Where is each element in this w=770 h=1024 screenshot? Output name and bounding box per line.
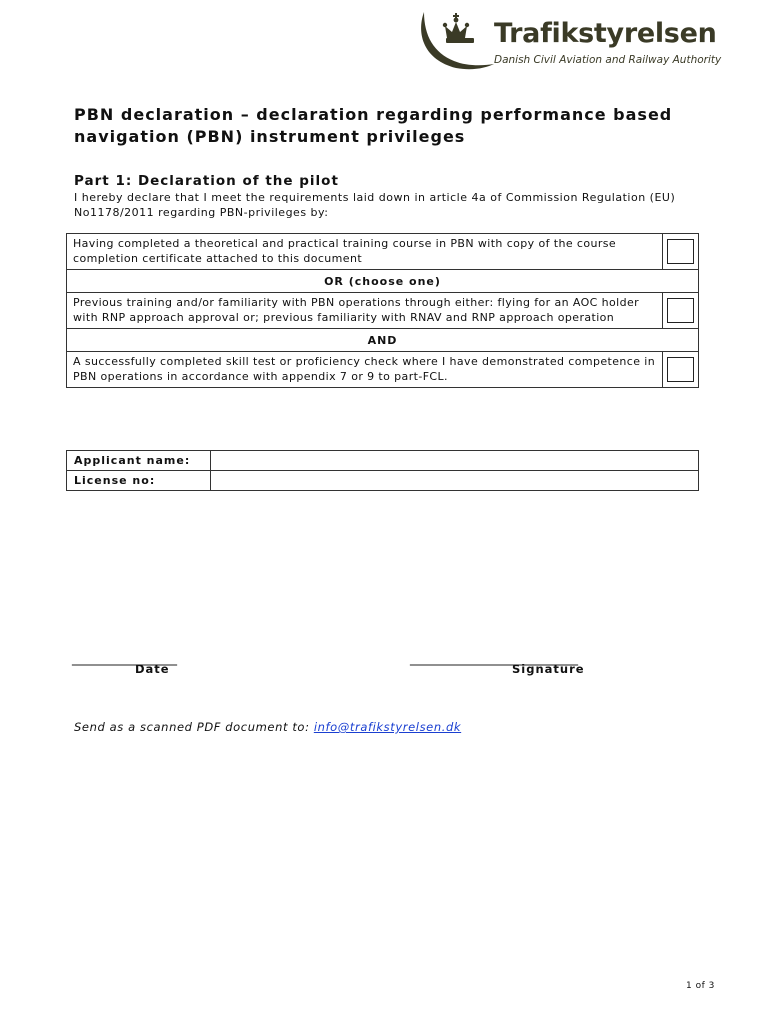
date-label: Date (135, 662, 170, 676)
applicant-name-label: Applicant name: (67, 451, 211, 471)
skill-test-checkbox[interactable] (667, 357, 694, 382)
logo-name: Trafikstyrelsen (494, 18, 717, 49)
part1-intro: I hereby declare that I meet the requirements laid down in article 4a of Commission Regulation (EU) No1178/2011 regarding PBN-privileges by: (74, 191, 676, 219)
document-title: PBN declaration – declaration regarding performance based navigation (PBN) instrument privileges (74, 105, 673, 146)
and-label: AND (67, 329, 699, 352)
or-choose-one-label: OR (choose one) (67, 270, 699, 293)
previous-training-checkbox[interactable] (667, 298, 694, 323)
checkbox-cell (663, 293, 699, 329)
applicant-name-field[interactable] (211, 451, 699, 471)
logo-subtitle: Danish Civil Aviation and Railway Authority (494, 54, 722, 66)
license-no-label: License no: (67, 471, 211, 491)
separator-row-and (67, 329, 699, 352)
license-no-field[interactable] (211, 471, 699, 491)
applicant-info-table (66, 450, 699, 491)
date-line[interactable]: _______________ (72, 650, 177, 666)
checkbox-cell (663, 234, 699, 270)
training-course-checkbox[interactable] (667, 239, 694, 264)
send-instruction-text: Send as a scanned PDF document to: (74, 720, 314, 734)
option-previous-training-text: Previous training and/or familiarity with PBN operations through either: flying for an AOC holder with RNP approach approval or; previous familiarity with RNAV and RNP approach operation (67, 293, 663, 329)
signature-line[interactable]: ________________________ (410, 650, 578, 666)
option-skill-test-text: A successfully completed skill test or proficiency check where I have demonstrated competence in PBN operations in accordance with appendix 7 or 9 to part-FCL. (67, 352, 663, 388)
checkbox-cell (663, 352, 699, 388)
applicant-name-row (67, 451, 699, 471)
signature-label: Signature (512, 662, 585, 676)
license-no-row (67, 471, 699, 491)
declaration-row-previous-training (67, 293, 699, 329)
separator-row-or (67, 270, 699, 293)
crown-arc-icon (416, 8, 496, 72)
trafikstyrelsen-logo (416, 8, 746, 72)
declaration-table (66, 233, 699, 388)
send-instruction (74, 720, 461, 734)
part1-heading: Part 1: Declaration of the pilot (74, 173, 339, 189)
declaration-row-skill-test (67, 352, 699, 388)
page-number: 1 of 3 (686, 981, 715, 991)
option-training-course-text: Having completed a theoretical and practical training course in PBN with copy of the course completion certificate attached to this document (67, 234, 663, 270)
email-link[interactable]: info@trafikstyrelsen.dk (313, 720, 462, 734)
declaration-row-training-course (67, 234, 699, 270)
